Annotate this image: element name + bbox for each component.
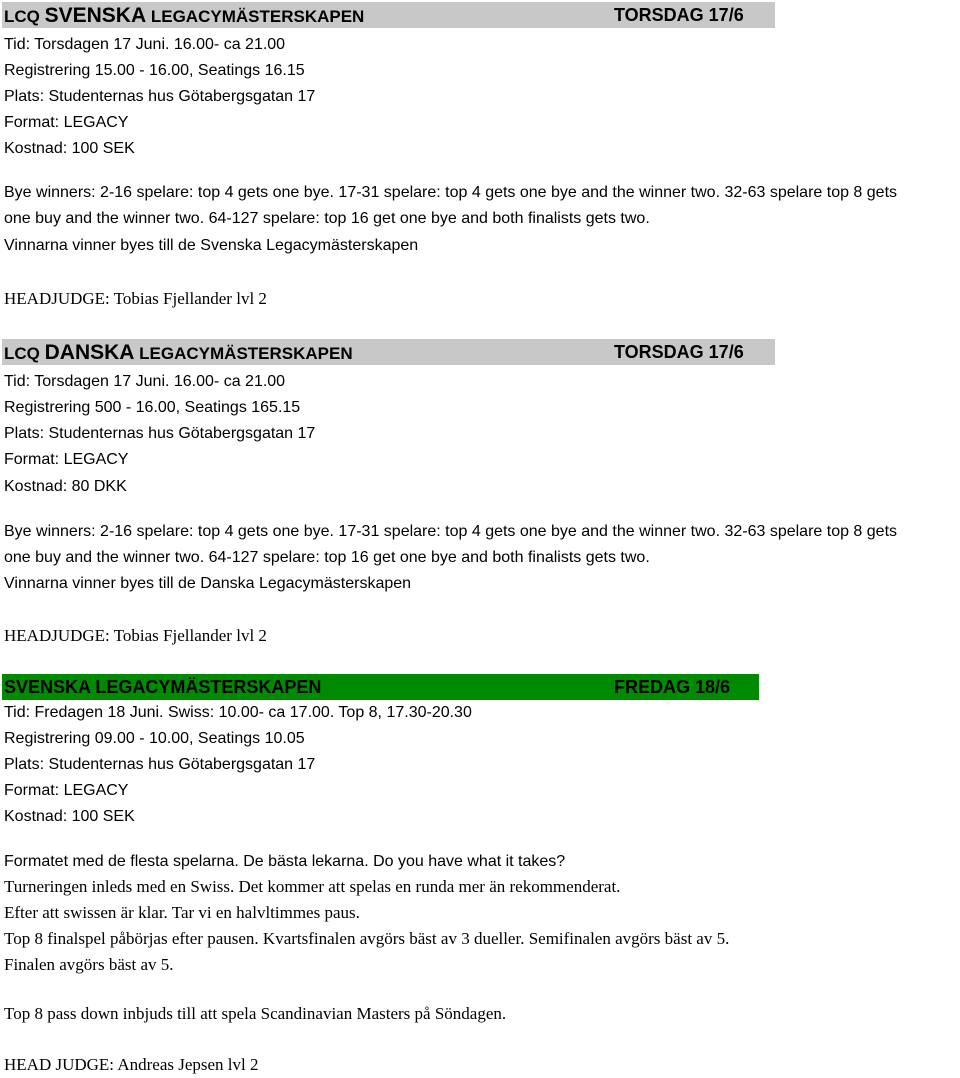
registrering-text: Registrering 09.00 - 10.00, Seatings 10.05 <box>4 730 305 747</box>
registrering-text: Registrering 500 - 16.00, Seatings 165.15 <box>4 399 301 416</box>
section-title: LCQ SVENSKA LEGACYMÄSTERSKAPEN <box>4 4 365 27</box>
passdown-text: Top 8 pass down inbjuds till att spela Scandinavian Masters på Söndagen. <box>4 1004 507 1023</box>
plats-text: Plats: Studenternas hus Götabergsgatan 17 <box>4 425 316 442</box>
winners-text: Vinnarna vinner byes till de Svenska Legacymästerskapen <box>4 237 419 254</box>
description-line2: Turneringen inleds med en Swiss. Det kommer att spelas en runda mer än rekommenderat. <box>4 877 621 896</box>
section-day: TORSDAG 17/6 <box>614 5 744 25</box>
format-text: Format: LEGACY <box>4 451 129 468</box>
kostnad-text: Kostnad: 80 DKK <box>4 478 127 495</box>
winners-text: Vinnarna vinner byes till de Danska Legacymästerskapen <box>4 575 412 592</box>
kostnad-text: Kostnad: 100 SEK <box>4 140 135 157</box>
tid-text: Tid: Torsdagen 17 Juni. 16.00- ca 21.00 <box>4 373 286 390</box>
headjudge-text: HEADJUDGE: Tobias Fjellander lvl 2 <box>4 626 267 645</box>
bye-text-line1: Bye winners: 2-16 spelare: top 4 gets one bye. 17-31 spelare: top 4 gets one bye and the winner two. 32-63 spelare top 8 gets <box>4 523 898 540</box>
format-text: Format: LEGACY <box>4 782 129 799</box>
description-line1: Formatet med de flesta spelarna. De bästa lekarna. Do you have what it takes? <box>4 853 566 870</box>
format-text: Format: LEGACY <box>4 114 129 131</box>
description-line5: Finalen avgörs bäst av 5. <box>4 955 174 974</box>
kostnad-text: Kostnad: 100 SEK <box>4 808 135 825</box>
tid-text: Tid: Torsdagen 17 Juni. 16.00- ca 21.00 <box>4 36 286 53</box>
description-line3: Efter att swissen är klar. Tar vi en halvltimmes paus. <box>4 903 360 922</box>
headjudge-text: HEAD JUDGE: Andreas Jepsen lvl 2 <box>4 1055 259 1074</box>
bye-text-line1: Bye winners: 2-16 spelare: top 4 gets one bye. 17-31 spelare: top 4 gets one bye and the winner two. 32-63 spelare top 8 gets <box>4 184 898 201</box>
registrering-text: Registrering 15.00 - 16.00, Seatings 16.15 <box>4 62 305 79</box>
plats-text: Plats: Studenternas hus Götabergsgatan 17 <box>4 88 316 105</box>
bye-text-line2: one buy and the winner two. 64-127 spelare: top 16 get one bye and both finalists gets two. <box>4 549 650 566</box>
headjudge-text: HEADJUDGE: Tobias Fjellander lvl 2 <box>4 289 267 308</box>
section-header-lcq-danska <box>2 339 775 365</box>
bye-text-line2: one buy and the winner two. 64-127 spelare: top 16 get one bye and both finalists gets two. <box>4 210 650 227</box>
section-title: SVENSKA LEGACYMÄSTERSKAPEN <box>4 677 322 697</box>
section-day: TORSDAG 17/6 <box>614 342 744 362</box>
section-header-svenska <box>2 674 759 700</box>
plats-text: Plats: Studenternas hus Götabergsgatan 17 <box>4 756 316 773</box>
description-line4: Top 8 finalspel påbörjas efter pausen. Kvartsfinalen avgörs bäst av 3 dueller. Semifinalen avgörs bäst av 5. <box>4 929 730 948</box>
section-day: FREDAG 18/6 <box>614 677 731 697</box>
section-header-lcq-svenska <box>2 2 775 28</box>
tid-text: Tid: Fredagen 18 Juni. Swiss: 10.00- ca 17.00. Top 8, 17.30-20.30 <box>4 704 472 721</box>
section-title: LCQ DANSKA LEGACYMÄSTERSKAPEN <box>4 341 353 364</box>
